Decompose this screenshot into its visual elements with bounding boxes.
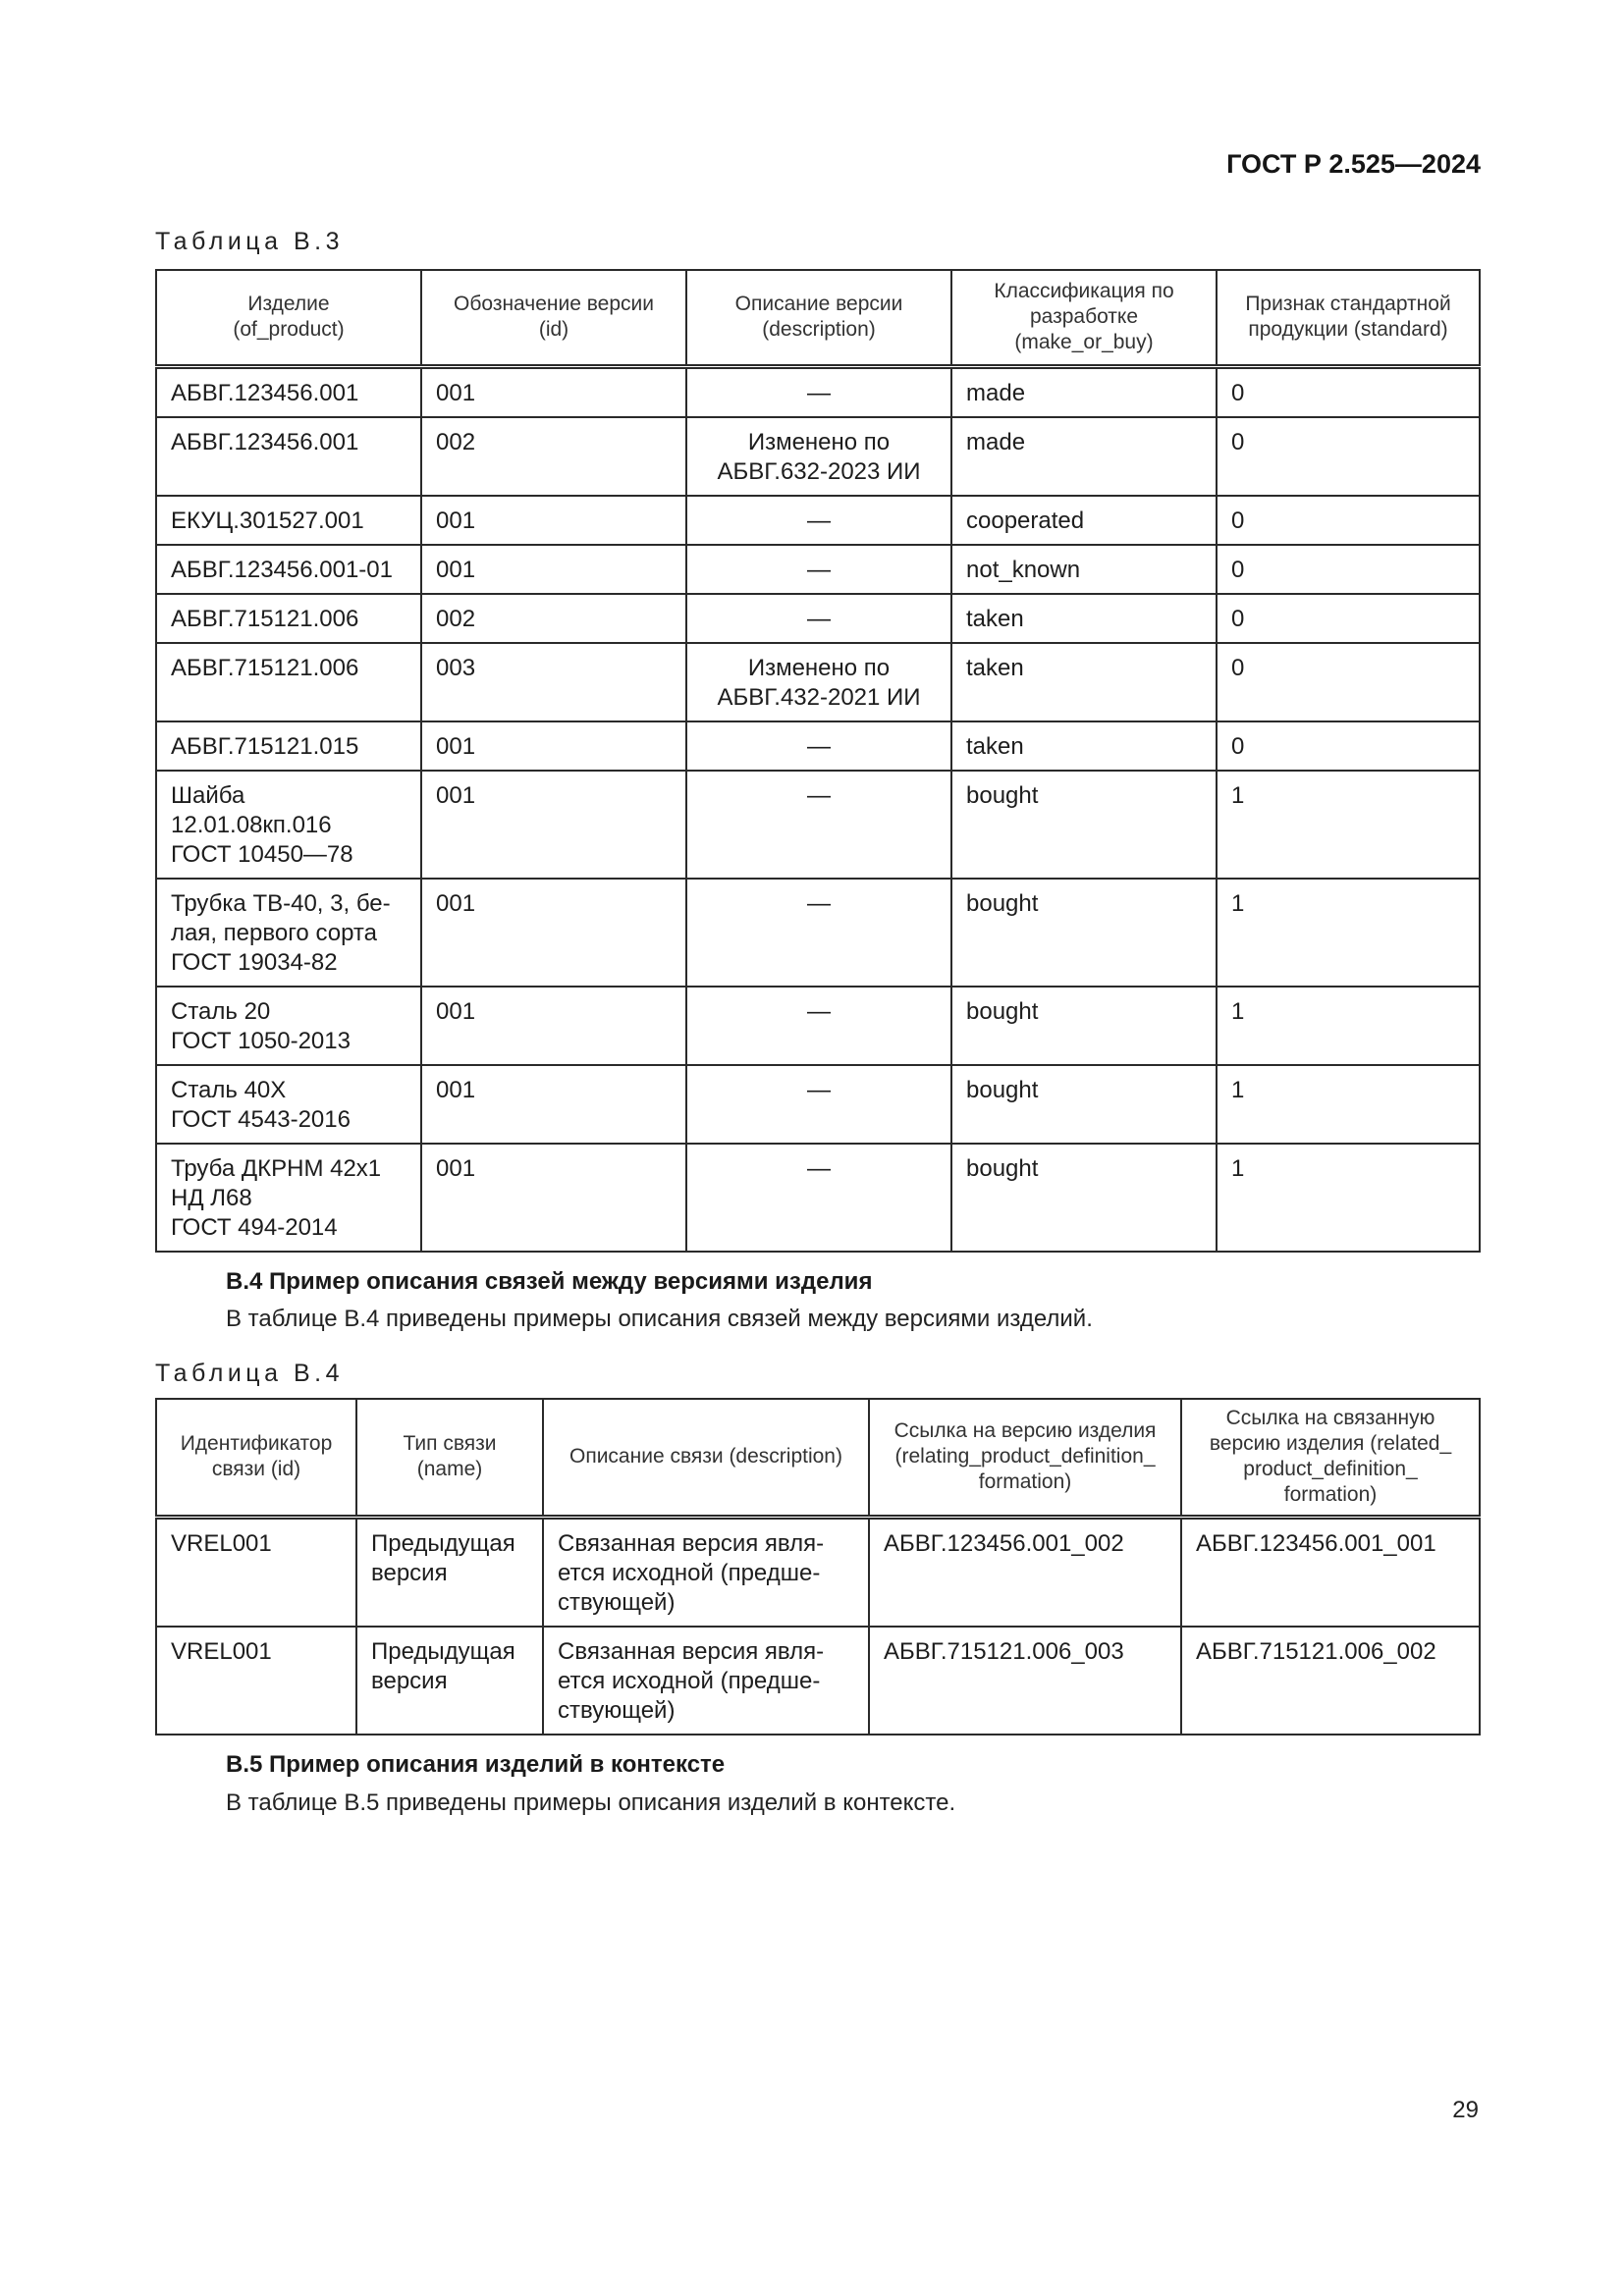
table-cell: 0 bbox=[1217, 594, 1480, 643]
table-cell: Связанная версия явля- ется исходной (предше- ствующей) bbox=[543, 1517, 869, 1627]
table-cell: bought bbox=[951, 987, 1217, 1065]
table-row bbox=[156, 366, 1480, 417]
table-cell: taken bbox=[951, 721, 1217, 771]
table-row bbox=[156, 879, 1480, 987]
table-cell: 0 bbox=[1217, 545, 1480, 594]
table-cell: — bbox=[686, 545, 951, 594]
table-cell: — bbox=[686, 721, 951, 771]
table-cell: 0 bbox=[1217, 643, 1480, 721]
table-cell: ЕКУЦ.301527.001 bbox=[156, 496, 421, 545]
column-header: Изделие (of_product) bbox=[156, 270, 421, 366]
column-header: Описание связи (description) bbox=[543, 1399, 869, 1517]
page-number: 29 bbox=[1452, 2097, 1479, 2123]
table-cell: VREL001 bbox=[156, 1627, 356, 1735]
table-b3-caption: Таблица В.3 bbox=[155, 228, 344, 255]
table-cell: АБВГ.715121.006_003 bbox=[869, 1627, 1181, 1735]
table-cell: 001 bbox=[421, 366, 686, 417]
table-cell: — bbox=[686, 496, 951, 545]
table-cell: bought bbox=[951, 771, 1217, 879]
table-b3-body bbox=[156, 366, 1480, 1252]
column-header: Ссылка на версию изделия (relating_product_definition_ formation) bbox=[869, 1399, 1181, 1517]
table-cell: 0 bbox=[1217, 366, 1480, 417]
table-header-row bbox=[156, 1399, 1480, 1517]
table-cell: 0 bbox=[1217, 417, 1480, 496]
table-cell: АБВГ.715121.006 bbox=[156, 594, 421, 643]
table-cell: — bbox=[686, 1144, 951, 1252]
table-row bbox=[156, 417, 1480, 496]
column-header: Идентификатор связи (id) bbox=[156, 1399, 356, 1517]
table-b4 bbox=[155, 1398, 1481, 1735]
table-row bbox=[156, 987, 1480, 1065]
table-cell: Изменено по АБВГ.632-2023 ИИ bbox=[686, 417, 951, 496]
table-cell: — bbox=[686, 1065, 951, 1144]
section-b4-text: В таблице В.4 приведены примеры описания связей между версиями изделий. bbox=[226, 1306, 1093, 1332]
table-row bbox=[156, 1517, 1480, 1627]
table-header-row bbox=[156, 270, 1480, 366]
table-cell: made bbox=[951, 417, 1217, 496]
table-cell: Шайба 12.01.08кп.016 ГОСТ 10450—78 bbox=[156, 771, 421, 879]
section-b5-text: В таблице В.5 приведены примеры описания изделий в контексте. bbox=[226, 1789, 956, 1816]
table-cell: 1 bbox=[1217, 879, 1480, 987]
column-header: Признак стандартной продукции (standard) bbox=[1217, 270, 1480, 366]
table-cell: made bbox=[951, 366, 1217, 417]
table-cell: АБВГ.123456.001-01 bbox=[156, 545, 421, 594]
table-cell: 001 bbox=[421, 545, 686, 594]
table-cell: Изменено по АБВГ.432-2021 ИИ bbox=[686, 643, 951, 721]
table-cell: cooperated bbox=[951, 496, 1217, 545]
table-cell: АБВГ.123456.001_001 bbox=[1181, 1517, 1480, 1627]
table-row bbox=[156, 1627, 1480, 1735]
table-cell: 001 bbox=[421, 771, 686, 879]
table-cell: АБВГ.715121.006_002 bbox=[1181, 1627, 1480, 1735]
table-cell: — bbox=[686, 771, 951, 879]
section-b4-title: В.4 Пример описания связей между версиями изделия bbox=[226, 1268, 873, 1295]
table-cell: — bbox=[686, 987, 951, 1065]
table-cell: 1 bbox=[1217, 1065, 1480, 1144]
table-cell: 001 bbox=[421, 721, 686, 771]
table-cell: АБВГ.715121.006 bbox=[156, 643, 421, 721]
table-row bbox=[156, 771, 1480, 879]
column-header: Ссылка на связанную версию изделия (related_ product_definition_ formation) bbox=[1181, 1399, 1480, 1517]
table-cell: 001 bbox=[421, 496, 686, 545]
table-row bbox=[156, 1065, 1480, 1144]
column-header: Классификация по разработке (make_or_buy) bbox=[951, 270, 1217, 366]
table-cell: 001 bbox=[421, 879, 686, 987]
table-cell: not_known bbox=[951, 545, 1217, 594]
table-cell: 001 bbox=[421, 1065, 686, 1144]
table-row bbox=[156, 594, 1480, 643]
table-cell: Предыдущая версия bbox=[356, 1627, 543, 1735]
table-cell: 001 bbox=[421, 1144, 686, 1252]
table-cell: taken bbox=[951, 594, 1217, 643]
section-b5-title: В.5 Пример описания изделий в контексте bbox=[226, 1751, 726, 1778]
table-cell: — bbox=[686, 879, 951, 987]
table-cell: Сталь 40Х ГОСТ 4543-2016 bbox=[156, 1065, 421, 1144]
column-header: Описание версии (description) bbox=[686, 270, 951, 366]
column-header: Тип связи (name) bbox=[356, 1399, 543, 1517]
table-row bbox=[156, 721, 1480, 771]
table-cell: 0 bbox=[1217, 496, 1480, 545]
table-cell: Сталь 20 ГОСТ 1050-2013 bbox=[156, 987, 421, 1065]
table-row bbox=[156, 1144, 1480, 1252]
table-row bbox=[156, 496, 1480, 545]
table-cell: АБВГ.123456.001_002 bbox=[869, 1517, 1181, 1627]
table-cell: — bbox=[686, 366, 951, 417]
table-cell: 1 bbox=[1217, 1144, 1480, 1252]
table-cell: 1 bbox=[1217, 987, 1480, 1065]
table-cell: 001 bbox=[421, 987, 686, 1065]
table-cell: АБВГ.123456.001 bbox=[156, 366, 421, 417]
table-cell: 002 bbox=[421, 594, 686, 643]
table-cell: 1 bbox=[1217, 771, 1480, 879]
table-cell: VREL001 bbox=[156, 1517, 356, 1627]
table-cell: 0 bbox=[1217, 721, 1480, 771]
table-b4-body bbox=[156, 1517, 1480, 1735]
table-cell: Труба ДКРНМ 42х1 НД Л68 ГОСТ 494-2014 bbox=[156, 1144, 421, 1252]
table-cell: Связанная версия явля- ется исходной (предше- ствующей) bbox=[543, 1627, 869, 1735]
table-cell: taken bbox=[951, 643, 1217, 721]
table-cell: АБВГ.715121.015 bbox=[156, 721, 421, 771]
table-cell: 003 bbox=[421, 643, 686, 721]
table-b4-caption: Таблица В.4 bbox=[155, 1360, 344, 1387]
column-header: Обозначение версии (id) bbox=[421, 270, 686, 366]
table-cell: bought bbox=[951, 1144, 1217, 1252]
table-row bbox=[156, 643, 1480, 721]
table-cell: — bbox=[686, 594, 951, 643]
table-cell: 002 bbox=[421, 417, 686, 496]
document-header-id: ГОСТ Р 2.525—2024 bbox=[1226, 149, 1481, 179]
table-cell: Предыдущая версия bbox=[356, 1517, 543, 1627]
table-row bbox=[156, 545, 1480, 594]
table-cell: Трубка ТВ-40, 3, бе- лая, первого сорта ГОСТ 19034-82 bbox=[156, 879, 421, 987]
table-cell: АБВГ.123456.001 bbox=[156, 417, 421, 496]
table-cell: bought bbox=[951, 879, 1217, 987]
table-cell: bought bbox=[951, 1065, 1217, 1144]
table-b3 bbox=[155, 269, 1481, 1253]
